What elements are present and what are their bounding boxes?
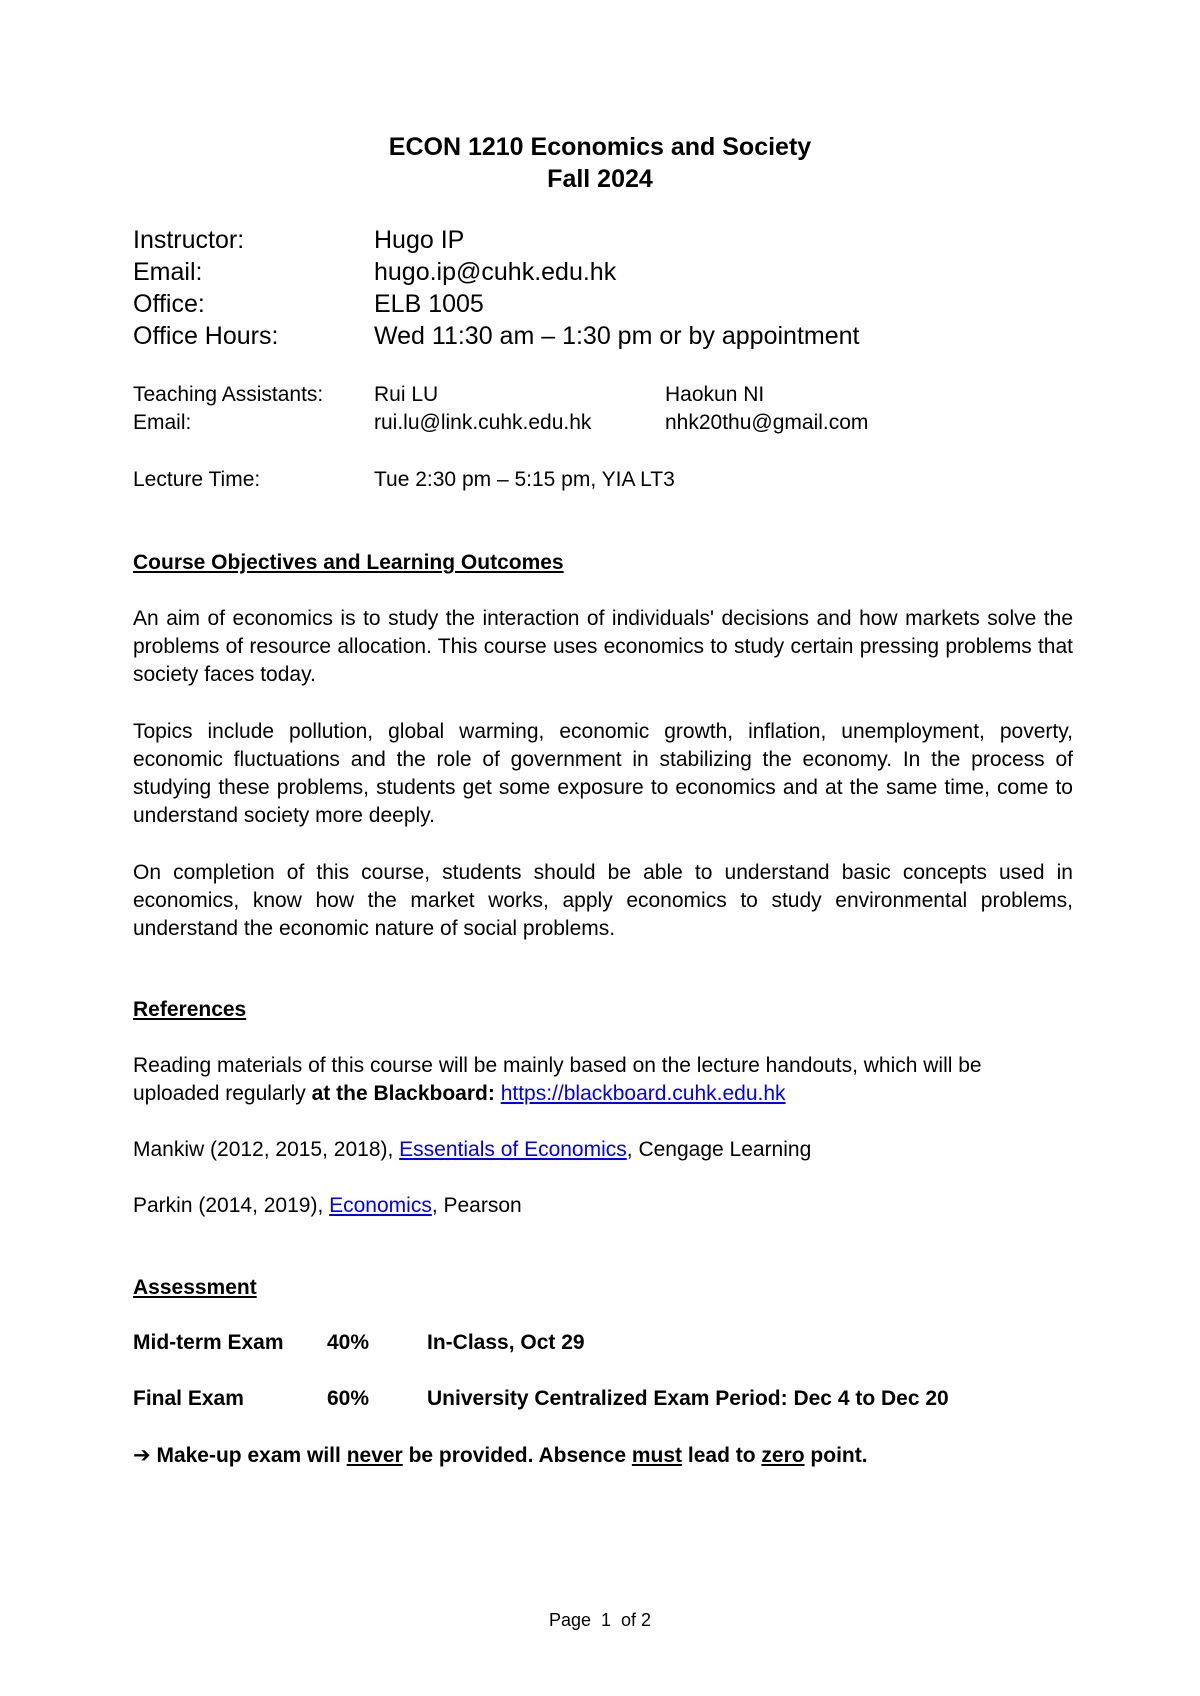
instructor-label: Instructor: [133, 226, 245, 254]
ta-label: Teaching Assistants: [133, 383, 324, 406]
blackboard-link[interactable]: https://blackboard.cuhk.edu.hk [500, 1082, 786, 1105]
note-must: must [631, 1444, 683, 1467]
office-label: Office: [133, 290, 205, 318]
email-value: hugo.ip@cuhk.edu.hk [374, 258, 617, 286]
lecture-time-value: Tue 2:30 pm – 5:15 pm, YIA LT3 [374, 468, 675, 491]
office-value: ELB 1005 [374, 290, 484, 318]
objectives-paragraph-3: On completion of this course, students should be able to understand basic concepts used in economics, know how the market works, apply economics to study environmental problems, understand the economic nature of social problems. [133, 861, 1073, 940]
ta-email-label: Email: [133, 411, 192, 434]
mankiw-citation: Mankiw (2012, 2015, 2018), [133, 1138, 400, 1161]
reference-parkin [133, 1192, 1073, 1220]
ta1-email: rui.lu@link.cuhk.edu.hk [374, 411, 592, 434]
ta2-name: Haokun NI [665, 383, 765, 406]
office-hours-value: Wed 11:30 am – 1:30 pm or by appointment [374, 322, 860, 350]
parkin-publisher: , Pearson [431, 1194, 522, 1217]
objectives-paragraph-2: Topics include pollution, global warming, economic growth, inflation, unemployment, poverty, economic fluctuations and the role of government in stabilizing the economy. In the process of studying these problems, students get some exposure to economics and at the same time, come to understand society more deeply. [133, 720, 1073, 827]
blackboard-label: at the Blackboard: [311, 1082, 495, 1105]
parkin-citation: Parkin (2014, 2019), [133, 1194, 330, 1217]
references-text: Reading materials of this course will be mainly based on the lecture handouts, which will be uploaded regularly [133, 1054, 982, 1105]
reference-mankiw [133, 1136, 1073, 1164]
note-text-4: point. [804, 1444, 868, 1467]
note-text-1: Make-up exam will [156, 1444, 347, 1467]
midterm-detail: In-Class, Oct 29 [427, 1331, 585, 1354]
mankiw-publisher: , Cengage Learning [626, 1138, 812, 1161]
note-text-3: lead to [682, 1444, 762, 1467]
makeup-note [133, 1443, 868, 1468]
office-hours-label: Office Hours: [133, 322, 279, 350]
ta1-name: Rui LU [374, 383, 439, 406]
course-term: Fall 2024 [547, 165, 653, 193]
arrow-icon: ➔ [133, 1444, 151, 1467]
references-heading: References [133, 998, 247, 1021]
midterm-weight: 40% [327, 1331, 370, 1354]
ta2-email: nhk20thu@gmail.com [665, 411, 869, 434]
note-text-2: be provided. Absence [402, 1444, 632, 1467]
references-paragraph [133, 1052, 1073, 1108]
note-never: never [346, 1444, 403, 1467]
page-number: Page 1 of 2 [548, 1610, 652, 1630]
final-weight: 60% [327, 1387, 370, 1410]
midterm-name: Mid-term Exam [133, 1331, 284, 1354]
instructor-value: Hugo IP [374, 226, 465, 254]
objectives-heading: Course Objectives and Learning Outcomes [133, 551, 564, 574]
course-title: ECON 1210 Economics and Society [388, 133, 812, 161]
lecture-time-label: Lecture Time: [133, 468, 261, 491]
objectives-paragraph-1: An aim of economics is to study the interaction of individuals' decisions and how markets solve the problems of resource allocation. This course uses economics to study certain pressing problems that society faces today. [133, 607, 1073, 686]
email-label: Email: [133, 258, 203, 286]
essentials-of-economics-link[interactable]: Essentials of Economics [399, 1138, 627, 1161]
note-zero: zero [761, 1444, 805, 1467]
economics-link[interactable]: Economics [329, 1194, 432, 1217]
final-name: Final Exam [133, 1387, 244, 1410]
assessment-heading: Assessment [133, 1276, 257, 1299]
final-detail: University Centralized Exam Period: Dec 4 to Dec 20 [427, 1387, 949, 1410]
